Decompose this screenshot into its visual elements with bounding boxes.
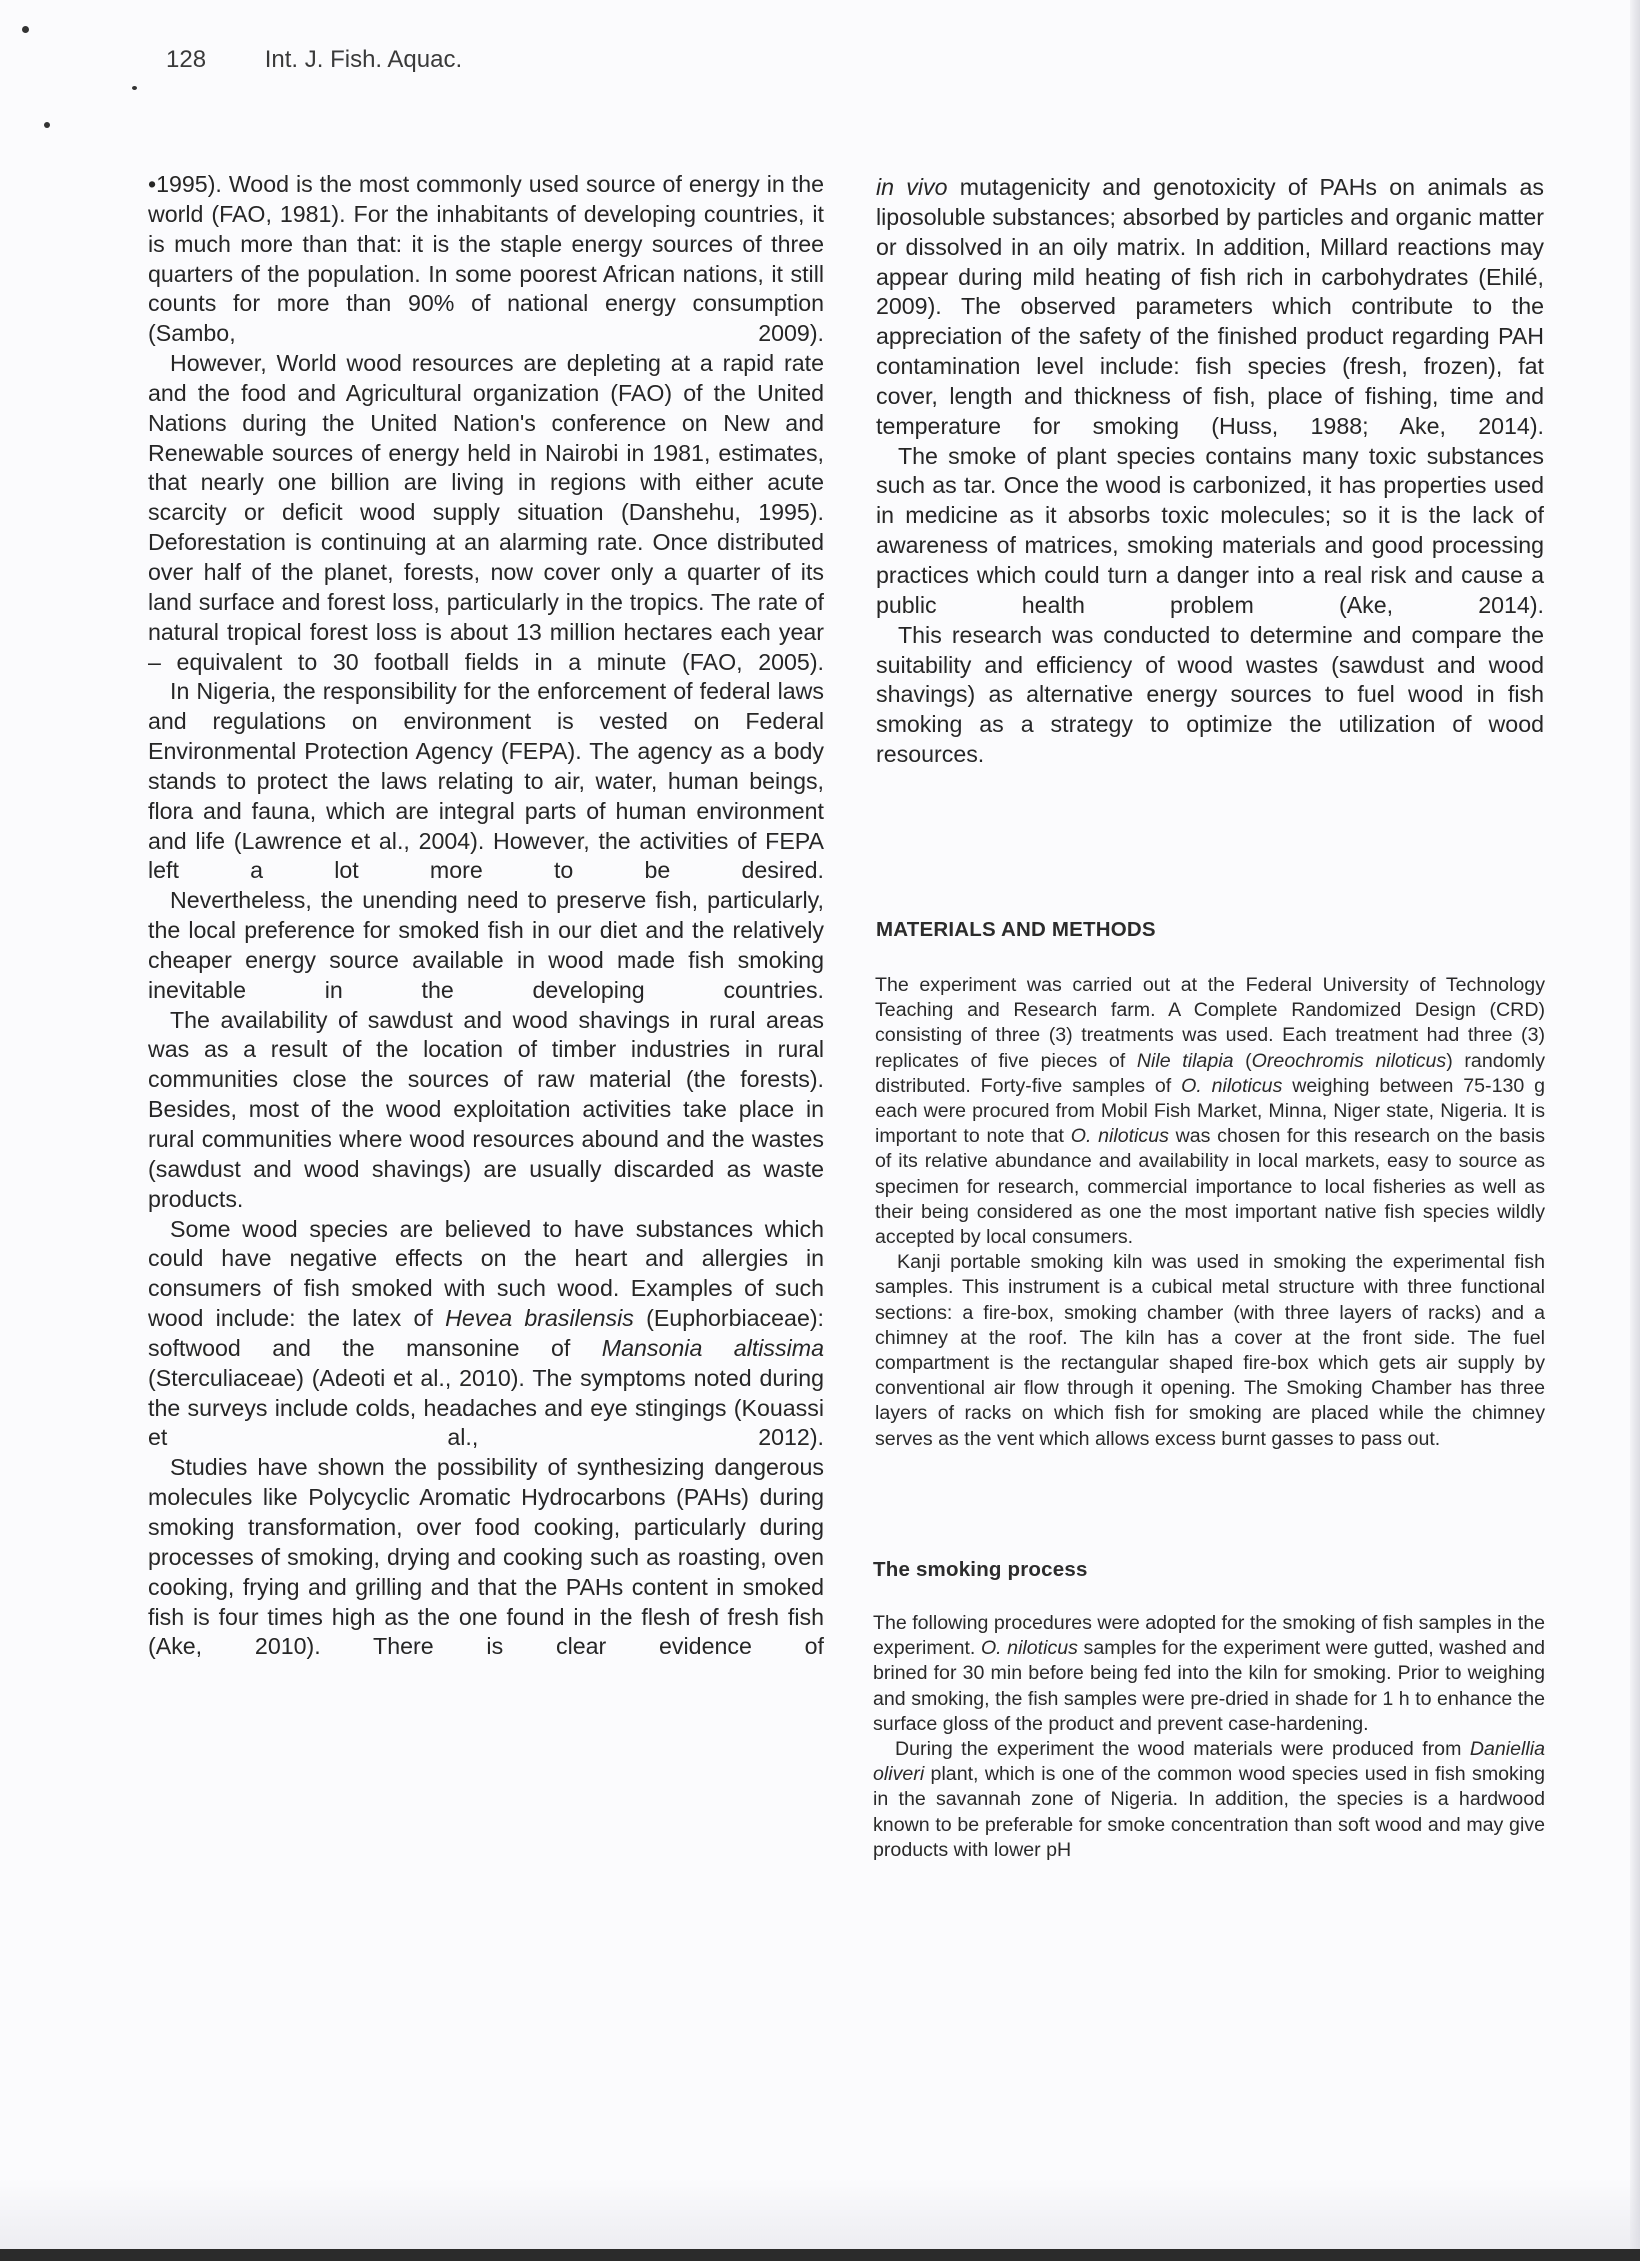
- scan-shadow: [0, 2179, 1640, 2249]
- text-run: was chosen for this research on the basis of its relative abundance and availability in local markets, easy to source as specimen for research, commercial importance to local fisheries as well as their being considered as one the most important native fish species wildly accepted by local consumers.: [875, 1125, 1545, 1249]
- page-edge: [1630, 0, 1640, 2261]
- text-run: mutagenicity and genotoxicity of PAHs on animals as liposoluble substances; absorbed by particles and organic matter or dissolved in an oily matrix. In addition, Millard reactions may appear during mild heating of fish rich in carbohydrates (Ehilé, 2009). The observed parameters which contribute to the appreciation of the safety of the finished product regarding PAH contamination level include: fish species (fresh, frozen), fat cover, length and thickness of fish, place of fishing, time and temperature for smoking (Huss, 1988; Ake, 2014).: [876, 174, 1544, 439]
- paragraph: Studies have shown the possibility of synthesizing dangerous molecules like Polycyclic Aromatic Hydrocarbons (PAHs) during smoking transformation, over food cooking, particularly during processes of smoking, drying and cooking such as roasting, oven cooking, frying and grilling and that the PAHs content in smoked fish is four times high as the one found in the flesh of fresh fish (Ake, 2010). There is clear evidence of: [148, 1454, 824, 1660]
- species-name: Nile tilapia: [1136, 1049, 1234, 1072]
- paragraph: However, World wood resources are depleting at a rapid rate and the food and Agricultural organization (FAO) of the United Nations during the United Nation's conference on New and Renewable sources of energy held in Nairobi in 1981, estimates, that nearly one billion are living in regions with either acute scarcity or deficit wood supply situation (Danshehu, 1995). Deforestation is continuing at an alarming rate. Once distributed over half of the planet, forests, now cover only a quarter of its land surface and forest loss, particularly in the tropics. The rate of natural tropical forest loss is about 13 million hectares each year – equivalent to 30 football fields in a minute (FAO, 2005).: [148, 350, 824, 675]
- paragraph: [876, 173, 1544, 442]
- species-name: O. niloticus: [1181, 1074, 1283, 1097]
- text-run: ) randomly distributed. Forty-five samples of: [875, 1049, 1545, 1097]
- scan-speck: [22, 26, 29, 33]
- paragraph: [873, 1611, 1545, 1737]
- text-run: (: [1233, 1049, 1252, 1072]
- scan-speck: [132, 86, 137, 90]
- text-run: (Sterculiaceae) (Adeoti et al., 2010). The symptoms noted during the surveys include colds, headaches and eye stingings (Kouassi et al., 2012).: [148, 1364, 824, 1451]
- species-name: O. niloticus: [1070, 1125, 1169, 1148]
- paragraph: In Nigeria, the responsibility for the enforcement of federal laws and regulations on environment is vested on Federal Environmental Protection Agency (FEPA). The agency as a body stands to protect the laws relating to air, water, human beings, flora and fauna, which are integral parts of human environment and life (Lawrence et al., 2004). However, the activities of FEPA left a lot more to be desired.: [148, 678, 824, 884]
- methods-text: [875, 973, 1545, 1452]
- species-name: Daniellia oliveri: [873, 1738, 1545, 1786]
- text-run: The following procedures were adopted for the smoking of fish samples in the experiment.: [873, 1612, 1545, 1660]
- text-run: weighing between 75-130 g each were procured from Mobil Fish Market, Minna, Niger state, Nigeria. It is important to note that: [875, 1074, 1545, 1148]
- page-number: 128: [166, 46, 207, 73]
- paragraph: [875, 973, 1545, 1250]
- species-name: Hevea brasilensis: [445, 1305, 634, 1332]
- text-run: Some wood species are believed to have substances which could have negative effects on the heart and allergies in consumers of fish smoked with such wood. Examples of such wood include: the latex of: [148, 1215, 824, 1332]
- text-run: During the experiment the wood materials were produced from: [895, 1738, 1470, 1761]
- section-heading: MATERIALS AND METHODS: [876, 918, 1156, 941]
- text-run: plant, which is one of the common wood species used in fish smoking in the savannah zone of Nigeria. In addition, the species is a hardwood known to be preferable for smoke concentration than soft wood and may give products with lower pH: [873, 1763, 1545, 1861]
- species-name: Oreochromis niloticus: [1251, 1049, 1447, 1072]
- left-column: [148, 170, 824, 1662]
- paragraph: Kanji portable smoking kiln was used in smoking the experimental fish samples. This instrument is a cubical metal structure with three functional sections: a fire-box, smoking chamber (with three layers of racks) and a chimney at the roof. The kiln has a cover at the front side. The fuel compartment is the rectangular shaped fire-box which gets air supply by conventional air flow through it opening. The Smoking Chamber has three layers of racks on which fish for smoking are placed while the chimney serves as the vent which allows excess burnt gasses to pass out.: [875, 1251, 1545, 1450]
- paragraph: The smoke of plant species contains many toxic substances such as tar. Once the wood is carbonized, it has properties used in medicine as it absorbs toxic molecules; so it is the lack of awareness of matrices, smoking materials and good processing practices which could turn a danger into a real risk and cause a public health problem (Ake, 2014).: [876, 442, 1544, 618]
- paragraph: •1995). Wood is the most commonly used source of energy in the world (FAO, 1981). For the inhabitants of developing countries, it is much more than that: it is the staple energy sources of three quarters of the population. In some poorest African nations, it still counts for more than 90% of national energy consumption (Sambo, 2009).: [148, 171, 824, 347]
- running-header: [166, 46, 462, 74]
- paragraph: [873, 1737, 1545, 1863]
- scan-border: [0, 2249, 1640, 2261]
- subsection-heading: The smoking process: [873, 1558, 1088, 1581]
- right-column: [876, 173, 1544, 770]
- text-run: The experiment was carried out at the Federal University of Technology Teaching and Research farm. A Complete Randomized Design (CRD) consisting of three (3) treatments was used. Each treatment had three (3) replicates of five pieces of: [875, 974, 1545, 1072]
- smoking-text: [873, 1611, 1545, 1863]
- latin-term: in vivo: [876, 174, 948, 200]
- scan-speck: [44, 122, 50, 128]
- paragraph: The availability of sawdust and wood shavings in rural areas was as a result of the location of timber industries in rural communities close the sources of raw material (the forests). Besides, most of the wood exploitation activities take place in rural communities where wood resources abound and the wastes (sawdust and wood shavings) are usually discarded as waste products.: [148, 1006, 824, 1212]
- journal-title: Int. J. Fish. Aquac.: [264, 46, 463, 73]
- paragraph: Nevertheless, the unending need to preserve fish, particularly, the local preference for smoked fish in our diet and the relatively cheaper energy source available in wood made fish smoking inevitable in the developing countries.: [148, 887, 824, 1003]
- paragraph: [148, 1215, 824, 1454]
- species-name: Mansonia altissima: [601, 1334, 824, 1361]
- species-name: O. niloticus: [980, 1637, 1078, 1660]
- text-run: samples for the experiment were gutted, washed and brined for 30 min before being fed into the kiln for smoking. Prior to weighing and smoking, the fish samples were pre-dried in shade for 1 h to enhance the surface gloss of the product and prevent case-hardening.: [873, 1637, 1545, 1735]
- text-run: (Euphorbiaceae): softwood and the mansonine of: [148, 1305, 825, 1361]
- paragraph: This research was conducted to determine and compare the suitability and efficiency of wood wastes (sawdust and wood shavings) as alternative energy sources to fuel wood in fish smoking as a strategy to optimize the utilization of wood resources.: [876, 621, 1544, 768]
